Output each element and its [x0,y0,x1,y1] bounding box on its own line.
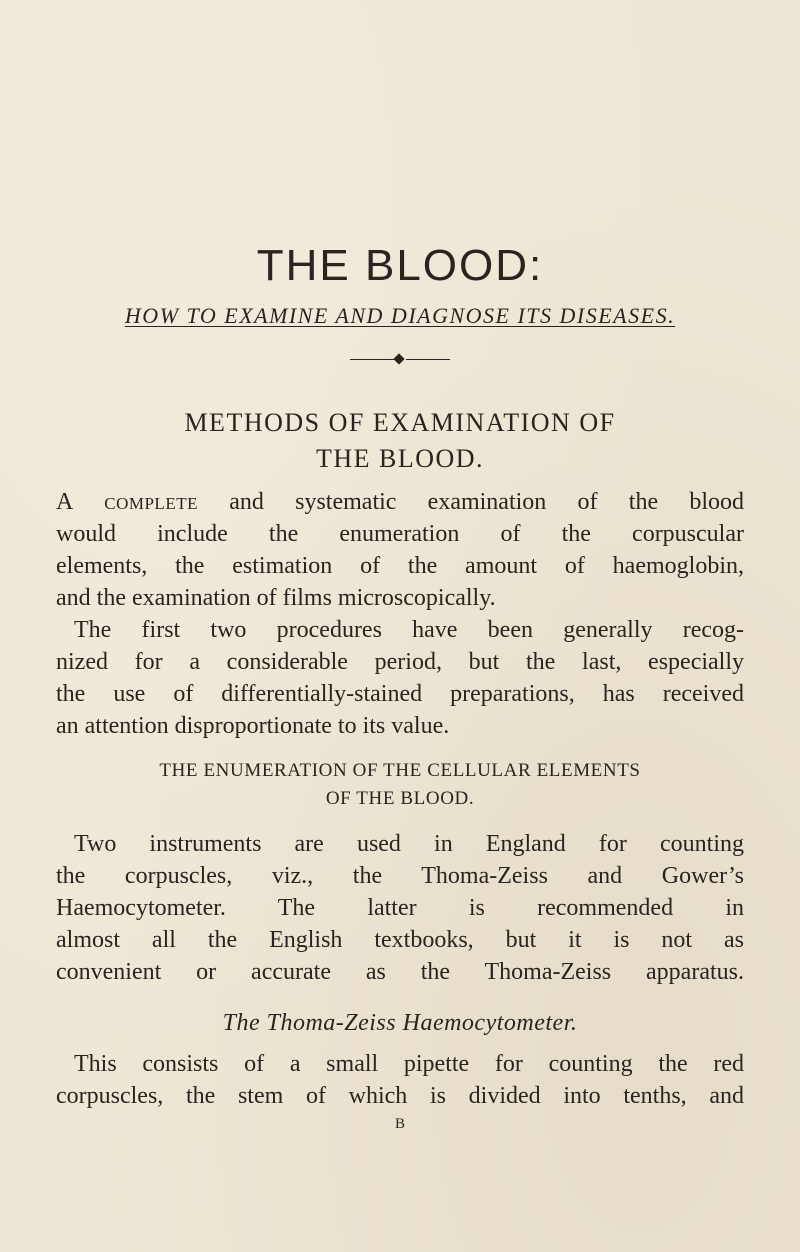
section-heading-enumeration-cont: OF THE BLOOD. [325,788,475,809]
signature-mark: B [394,1116,405,1132]
section-heading-methods-cont: THE BLOOD. [315,444,485,473]
section-heading-enumeration: THE ENUMERATION OF THE CELLULAR ELEMENTS [159,760,641,781]
section-heading-methods: METHODS OF EXAMINATION OF [184,408,616,437]
lead-in-small-caps: A complete [56,489,198,515]
text-line: corpuscles, the stem of which is divided into tenths, and [56,1083,744,1109]
text-line: The first two procedures have been generally recog- [74,617,744,643]
page-subtitle: HOW TO EXAMINE AND DIAGNOSE ITS DISEASES. [124,303,676,328]
text-line [56,486,744,518]
paragraph-methods [56,486,744,742]
text-line: convenient or accurate as the Thoma-Zeiss apparatus. [56,959,744,985]
text-line: Two instruments are used in England for counting [74,831,744,857]
ornament-divider [350,355,450,365]
paragraph-thoma-zeiss [56,1048,744,1112]
ornament-rule-right [406,359,450,360]
diamond-icon [393,353,404,364]
text-line: the use of differentially-stained preparations, has received [56,681,744,707]
text-line: and the examination of films microscopically. [56,585,496,611]
text-line: nized for a considerable period, but the last, especially [56,649,744,675]
text-line: elements, the estimation of the amount of haemoglobin, [56,553,744,579]
text-line-rest: and systematic examination of the blood [197,489,745,515]
ornament-rule-left [350,359,394,360]
text-line: This consists of a small pipette for counting the red [74,1051,744,1077]
subsection-heading-thoma-zeiss: The Thoma-Zeiss Haemocytometer. [222,1010,578,1036]
text-line: almost all the English textbooks, but it is not as [56,927,744,953]
text-line: an attention disproportionate to its value. [56,713,450,739]
text-line: would include the enumeration of the corpuscular [56,521,744,547]
page-title: THE BLOOD: [256,241,544,290]
text-line: Haemocytometer. The latter is recommended in [56,895,744,921]
text-line: the corpuscles, viz., the Thoma-Zeiss and Gower’s [56,863,744,889]
paragraph-enumeration [56,828,744,988]
